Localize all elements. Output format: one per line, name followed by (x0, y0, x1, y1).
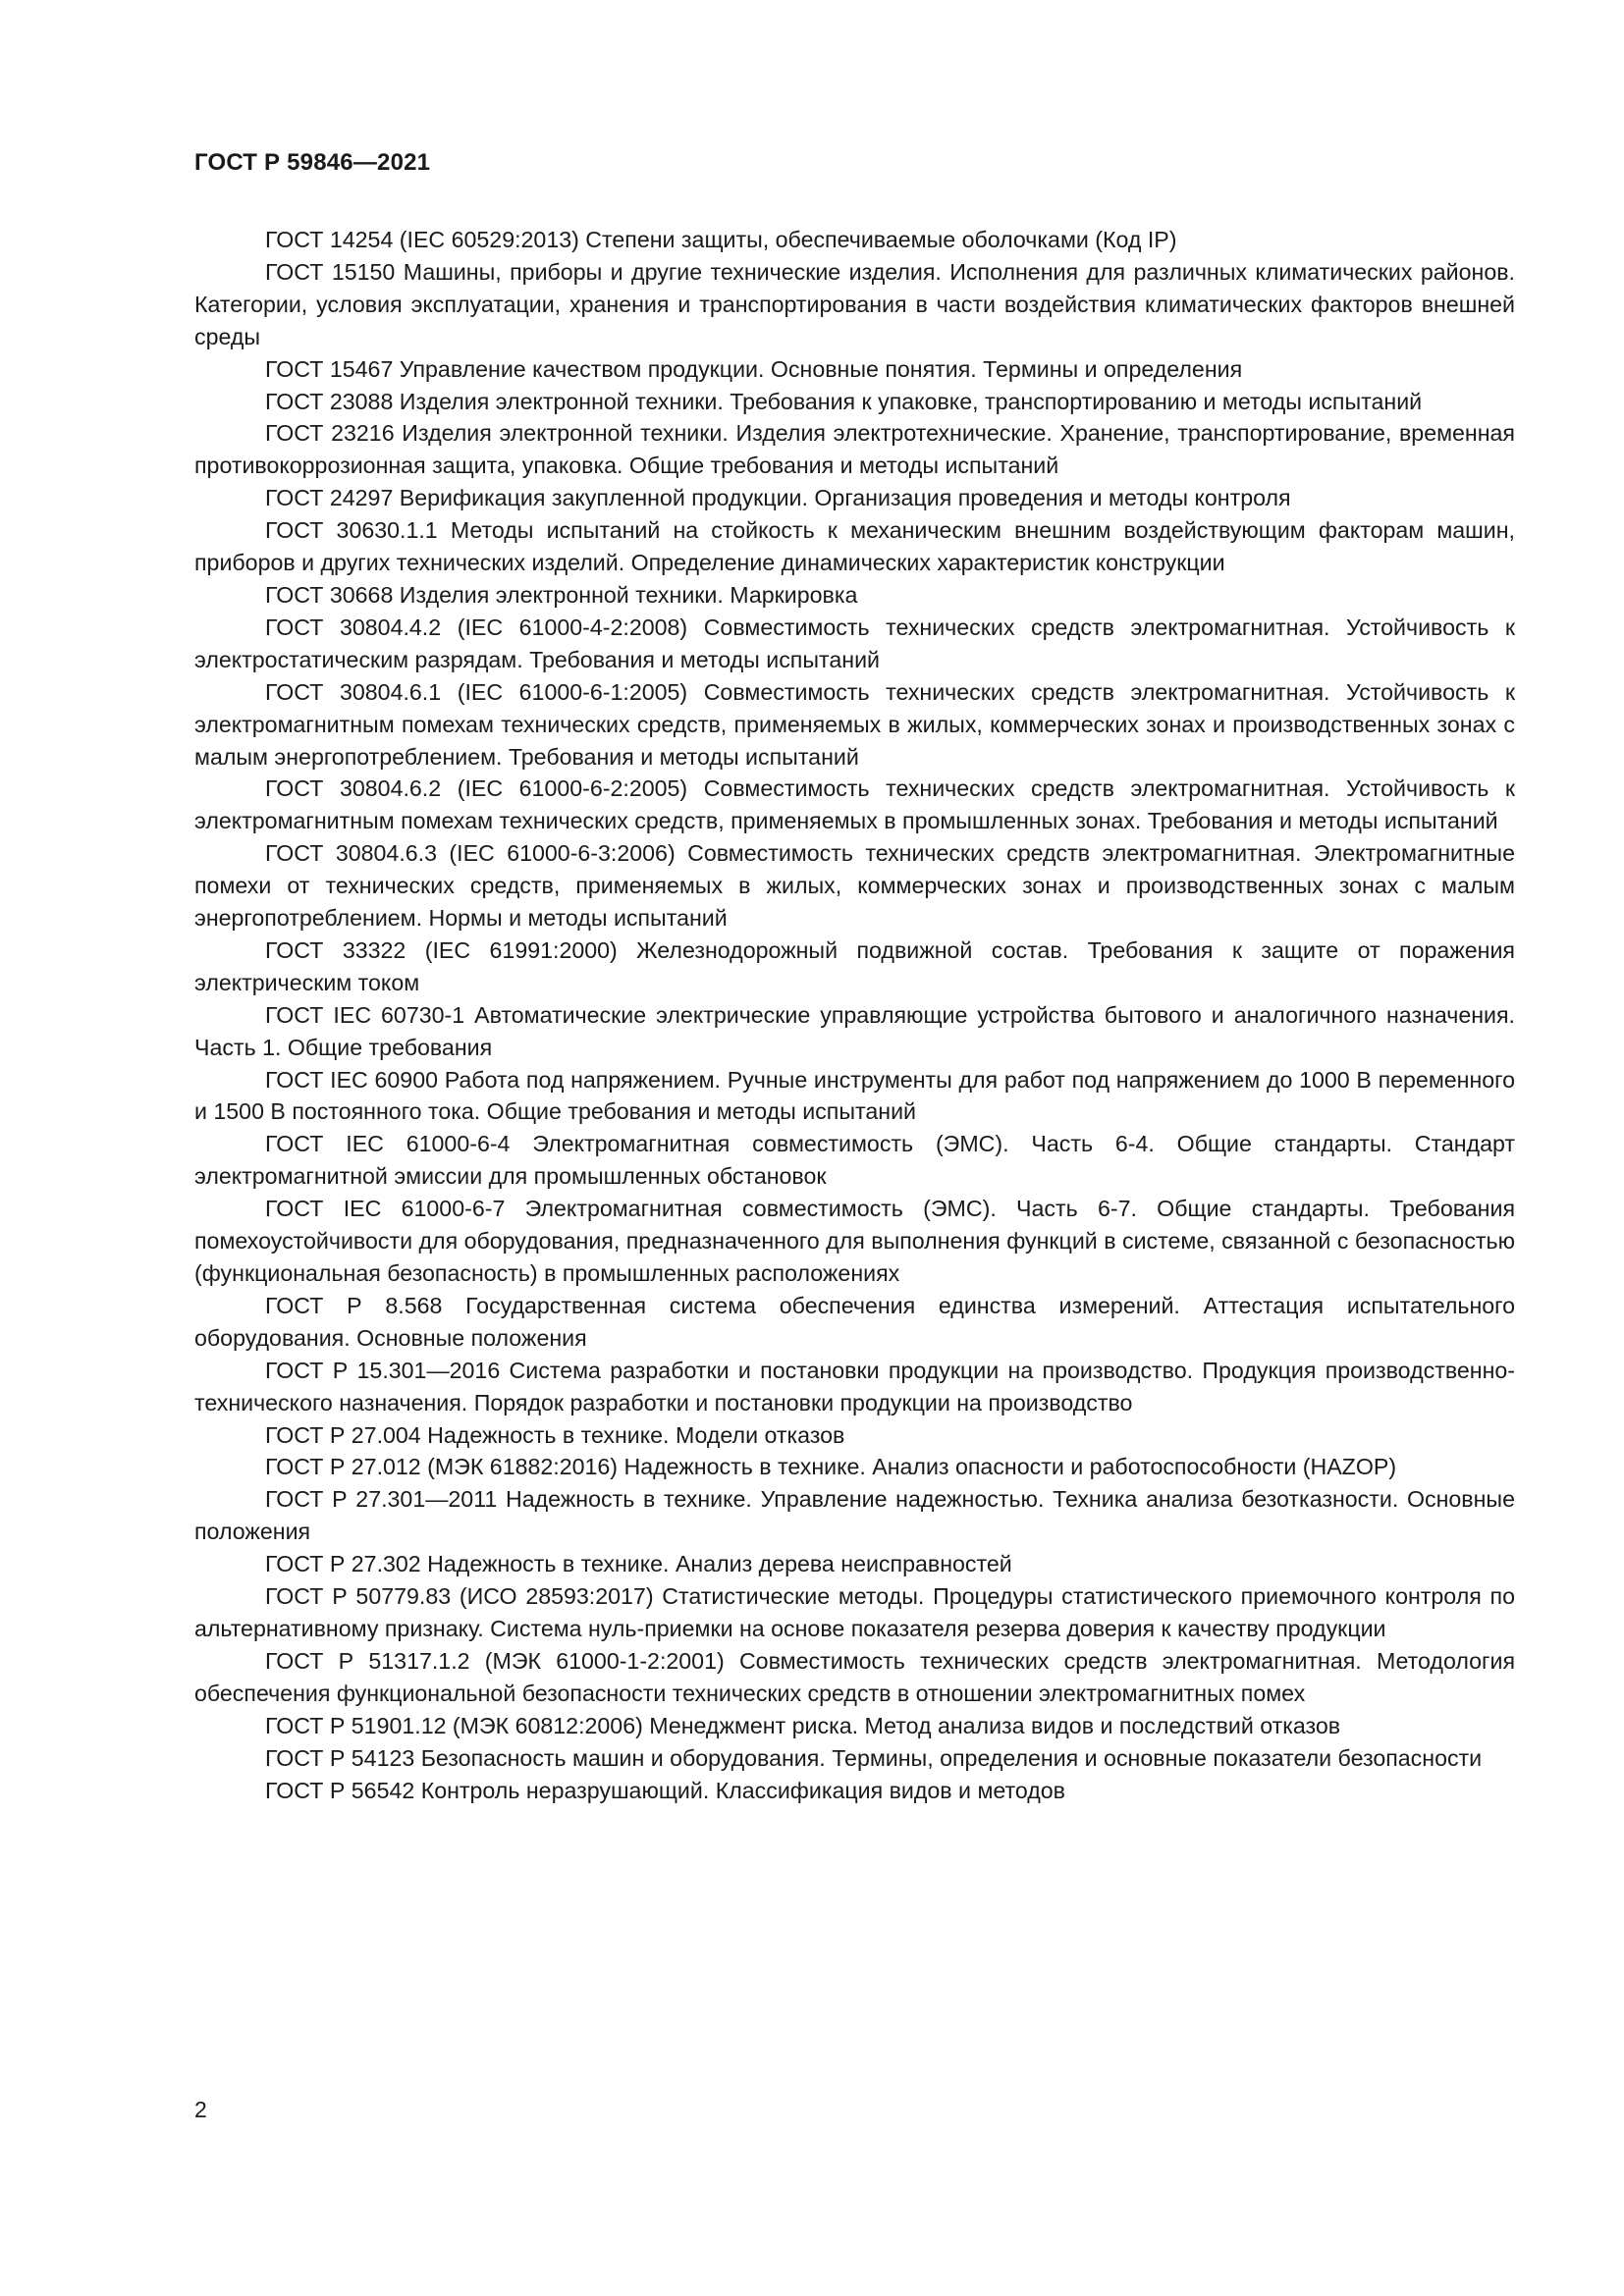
reference-item: ГОСТ IEC 61000-6-7 Электромагнитная совместимость (ЭМС). Часть 6-7. Общие стандарты. Требования помехоустойчивости для оборудования, предназначенного для выполнения функций в системе, связанной с безопасностью (функциональная безопасность) в промышленных расположениях (194, 1196, 1515, 1286)
reference-item: ГОСТ Р 27.302 Надежность в технике. Анализ дерева неисправностей (265, 1551, 1012, 1577)
reference-item: ГОСТ Р 27.012 (МЭК 61882:2016) Надежность в технике. Анализ опасности и работоспособности (HAZOP) (265, 1454, 1397, 1480)
reference-item: ГОСТ Р 51317.1.2 (МЭК 61000-1-2:2001) Совместимость технических средств электромагнитная. Методология обеспечения функциональной безопасности технических средств в отношении электромагнитных помех (194, 1647, 1515, 1706)
reference-item: ГОСТ 23088 Изделия электронной техники. Требования к упаковке, транспортированию и методы испытаний (265, 388, 1423, 414)
reference-item: ГОСТ 30804.6.2 (IEC 61000-6-2:2005) Совместимость технических средств электромагнитная. Устойчивость к электромагнитным помехам технических средств, применяемых в промышленных зонах. Требования и методы испытаний (194, 775, 1515, 834)
reference-item: ГОСТ Р 27.301—2011 Надежность в технике. Управление надежностью. Техника анализа безотказности. Основные положения (194, 1486, 1515, 1545)
reference-item: ГОСТ 33322 (IEC 61991:2000) Железнодорожный подвижной состав. Требования к защите от поражения электрическим током (194, 936, 1515, 995)
reference-item: ГОСТ Р 50779.83 (ИСО 28593:2017) Статистические методы. Процедуры статистического приемочного контроля по альтернативному признаку. Система нуль-приемки на основе показателя резерва доверия к качеству продукции (194, 1583, 1515, 1641)
reference-item: ГОСТ IEC 60900 Работа под напряжением. Ручные инструменты для работ под напряжением до 1000 В переменного и 1500 В постоянного тока. Общие требования и методы испытаний (194, 1066, 1515, 1125)
reference-item: ГОСТ IEC 60730-1 Автоматические электрические управляющие устройства бытового и аналогичного назначения. Часть 1. Общие требования (194, 1001, 1515, 1060)
reference-item: ГОСТ 30804.6.1 (IEC 61000-6-1:2005) Совместимость технических средств электромагнитная. Устойчивость к электромагнитным помехам технических средств, применяемых в жилых, коммерческих зонах и производственных зонах с малым энергопотреблением. Требования и методы испытаний (194, 678, 1515, 770)
reference-item: ГОСТ 30668 Изделия электронной техники. Маркировка (265, 581, 858, 608)
reference-item: ГОСТ Р 15.301—2016 Система разработки и постановки продукции на производство. Продукция производственно-технического назначения. Порядок разработки и постановки продукции на производство (194, 1357, 1515, 1415)
reference-item: ГОСТ 30804.4.2 (IEC 61000-4-2:2008) Совместимость технических средств электромагнитная. Устойчивость к электростатическим разрядам. Требования и методы испытаний (194, 614, 1515, 672)
reference-item: ГОСТ 15467 Управление качеством продукции. Основные понятия. Термины и определения (265, 355, 1243, 382)
document-header-code: ГОСТ Р 59846—2021 (194, 149, 431, 176)
reference-item: ГОСТ 30804.6.3 (IEC 61000-6-3:2006) Совместимость технических средств электромагнитная. Электромагнитные помехи от технических средств, применяемых в жилых, коммерческих зонах и производственных зонах с малым энергопотреблением. Нормы и методы испытаний (194, 840, 1515, 932)
page-number: 2 (194, 2097, 207, 2122)
reference-item: ГОСТ 14254 (IEC 60529:2013) Степени защиты, обеспечиваемые оболочками (Код IP) (265, 227, 1177, 252)
reference-item: ГОСТ Р 51901.12 (МЭК 60812:2006) Менеджмент риска. Метод анализа видов и последствий отказов (265, 1712, 1341, 1738)
normative-references-list (194, 224, 1515, 1806)
reference-item: ГОСТ Р 56542 Контроль неразрушающий. Классификация видов и методов (265, 1777, 1066, 1803)
reference-item: ГОСТ 24297 Верификация закупленной продукции. Организация проведения и методы контроля (265, 485, 1291, 511)
reference-item: ГОСТ 23216 Изделия электронной техники. Изделия электротехнические. Хранение, транспортирование, временная противокоррозионная защита, упаковка. Общие требования и методы испытаний (194, 420, 1515, 479)
reference-item: ГОСТ 15150 Машины, приборы и другие технические изделия. Исполнения для различных климатических районов. Категории, условия эксплуатации, хранения и транспортирования в части воздействия климатических факторов внешней среды (194, 258, 1515, 349)
reference-item: ГОСТ Р 27.004 Надежность в технике. Модели отказов (265, 1421, 845, 1448)
reference-item: ГОСТ 30630.1.1 Методы испытаний на стойкость к механическим внешним воздействующим факторам машин, приборов и других технических изделий. Определение динамических характеристик конструкции (194, 517, 1515, 576)
reference-item: ГОСТ IEC 61000-6-4 Электромагнитная совместимость (ЭМС). Часть 6-4. Общие стандарты. Стандарт электромагнитной эмиссии для промышленных обстановок (194, 1131, 1515, 1190)
reference-item: ГОСТ Р 54123 Безопасность машин и оборудования. Термины, определения и основные показатели безопасности (265, 1744, 1483, 1771)
reference-item: ГОСТ Р 8.568 Государственная система обеспечения единства измерений. Аттестация испытательного оборудования. Основные положения (194, 1292, 1515, 1351)
